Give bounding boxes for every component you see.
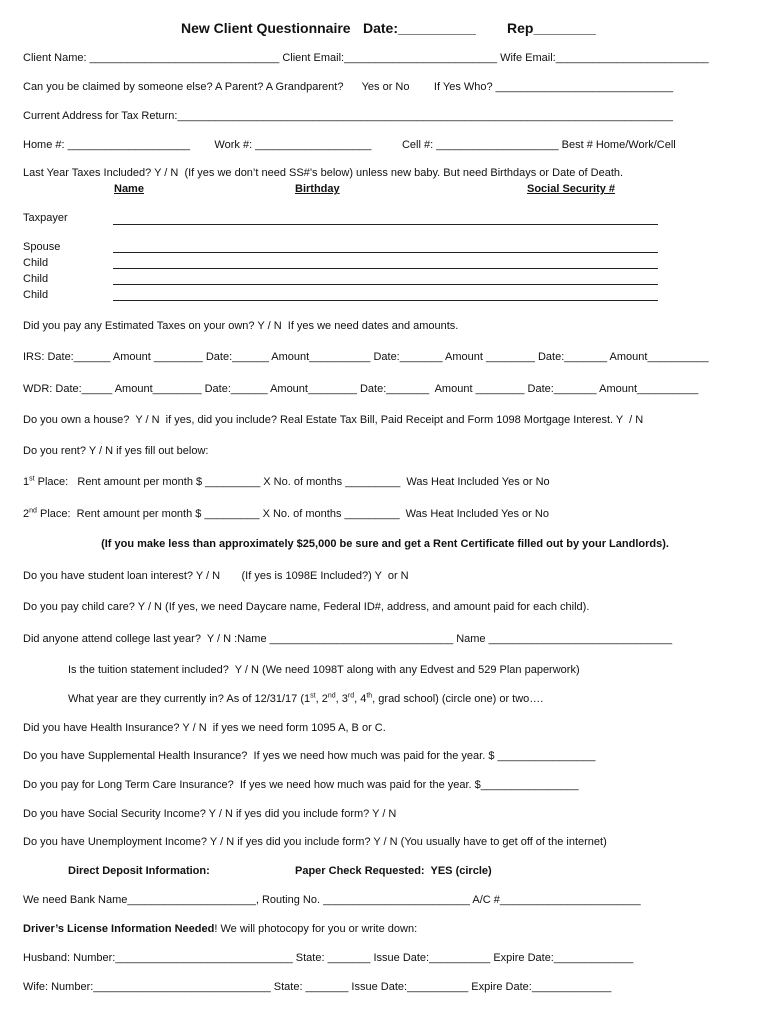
estimated-taxes-line: Did you pay any Estimated Taxes on your own? Y / N If yes we need dates and amounts. (23, 320, 459, 332)
name-header: Name (114, 183, 144, 195)
rent-line[interactable]: Do you rent? Y / N if yes fill out below: (23, 445, 209, 457)
bank-line[interactable]: We need Bank Name_____________________, Routing No. ________________________ A/C #_______________________ (23, 894, 641, 906)
health-insurance-line[interactable]: Did you have Health Insurance? Y / N if yes we need form 1095 A, B or C. (23, 722, 386, 734)
child-line[interactable] (113, 300, 658, 301)
paper-check-label[interactable]: Paper Check Requested: YES (circle) (295, 865, 492, 877)
page-title: New Client Questionnaire (181, 20, 351, 36)
student-loan-line[interactable]: Do you have student loan interest? Y / N (If yes is 1098E Included?) Y or N (23, 570, 409, 582)
supplemental-health-line[interactable]: Do you have Supplemental Health Insurance? If yes we need how much was paid for the year. $ ________________ (23, 750, 596, 762)
ssn-header: Social Security # (527, 183, 616, 195)
irs-payments-line[interactable]: IRS: Date:______ Amount ________ Date:______ Amount__________ Date:_______ Amount ________ Date:_______ Amount__________ (23, 351, 709, 363)
spouse-line[interactable] (113, 252, 658, 253)
first-place-line[interactable]: 1st Place: Rent amount per month $ _________ X No. of months _________ Was Heat Included Yes or No (23, 475, 550, 488)
rent-certificate-note: (If you make less than approximately $25,000 be sure and get a Rent Certificate filled out by your Landlords). (101, 538, 669, 550)
date-field[interactable]: Date:__________ (363, 20, 476, 36)
child-care-line[interactable]: Do you pay child care? Y / N (If yes, we need Daycare name, Federal ID#, address, and amount paid for each child). (23, 601, 590, 613)
social-security-line[interactable]: Do you have Social Security Income? Y / N if yes did you include form? Y / N (23, 808, 397, 820)
second-place-line[interactable]: 2nd Place: Rent amount per month $ _________ X No. of months _________ Was Heat Included Yes or No (23, 507, 549, 520)
direct-deposit-label: Direct Deposit Information: (68, 865, 210, 877)
last-year-line: Last Year Taxes Included? Y / N (If yes we don’t need SS#’s below) unless new baby. But need Birthdays or Date of Death. (23, 167, 624, 179)
unemployment-line[interactable]: Do you have Unemployment Income? Y / N if yes did you include form? Y / N (You usually have to get off of the internet) (23, 836, 607, 848)
taxpayer-label: Taxpayer (23, 212, 68, 224)
child-line[interactable] (113, 284, 658, 285)
husband-license-line[interactable]: Husband: Number:_____________________________ State: _______ Issue Date:__________ Expire Date:_____________ (23, 952, 634, 964)
wife-license-line[interactable]: Wife: Number:_____________________________ State: _______ Issue Date:__________ Expire Date:_____________ (23, 981, 612, 993)
client-info-line[interactable]: Client Name: _______________________________ Client Email:_________________________ Wife Email:_________________________ (23, 52, 709, 64)
child-line[interactable] (113, 268, 658, 269)
license-heading: Driver’s License Information Needed! We will photocopy for you or write down: (23, 923, 418, 935)
tuition-line[interactable]: Is the tuition statement included? Y / N (We need 1098T along with any Edvest and 529 Plan paperwork) (68, 664, 580, 676)
birthday-header: Birthday (295, 183, 340, 195)
child-label: Child (23, 257, 49, 269)
wdr-payments-line[interactable]: WDR: Date:_____ Amount________ Date:______ Amount________ Date:_______ Amount ________ Date:_______ Amount__________ (23, 383, 699, 395)
long-term-care-line[interactable]: Do you pay for Long Term Care Insurance? If yes we need how much was paid for the year. $________________ (23, 779, 579, 791)
rep-field[interactable]: Rep________ (507, 20, 596, 36)
child-label: Child (23, 289, 49, 301)
taxpayer-line[interactable] (113, 224, 658, 225)
phone-line[interactable]: Home #: ____________________ Work #: ___________________ Cell #: ____________________ Best # Home/Work/Cell (23, 139, 676, 151)
child-label: Child (23, 273, 49, 285)
house-line[interactable]: Do you own a house? Y / N if yes, did you include? Real Estate Tax Bill, Paid Receipt and Form 1098 Mortgage Interest. Y / N (23, 414, 644, 426)
address-line[interactable]: Current Address for Tax Return:_________________________________________________________________________________ (23, 110, 674, 122)
year-line[interactable]: What year are they currently in? As of 12/31/17 (1st, 2nd, 3rd, 4th, grad school) (circle one) or two…. (68, 692, 544, 705)
spouse-label: Spouse (23, 241, 61, 253)
college-line[interactable]: Did anyone attend college last year? Y / N :Name ______________________________ Name ______________________________ (23, 633, 673, 645)
claimed-line[interactable]: Can you be claimed by someone else? A Parent? A Grandparent? Yes or No If Yes Who? _____________________________ (23, 81, 674, 93)
